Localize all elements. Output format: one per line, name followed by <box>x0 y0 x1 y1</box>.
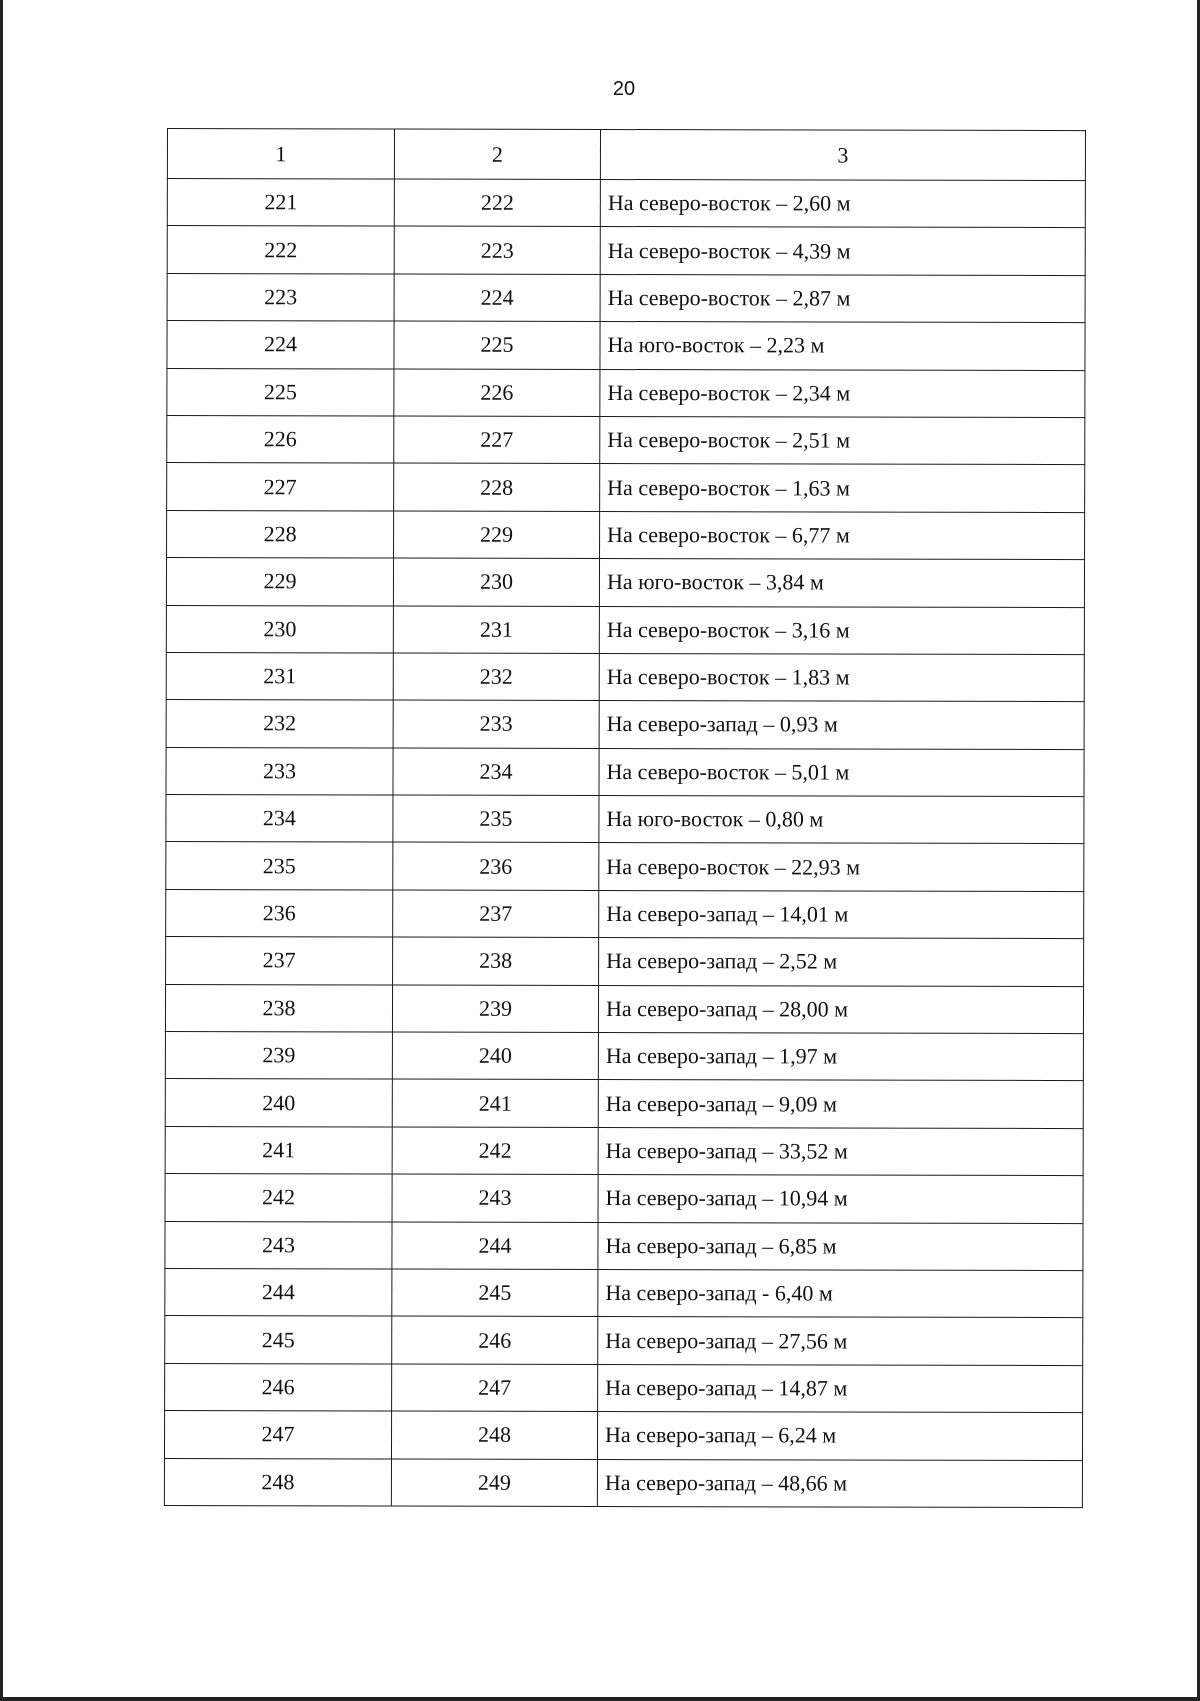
from-point-cell: 244 <box>165 1268 392 1316</box>
to-point-cell: 244 <box>392 1222 598 1270</box>
page-number: 20 <box>612 78 636 100</box>
direction-distance-cell: На северо-восток – 4,39 м <box>600 227 1085 275</box>
direction-distance-cell: На северо-восток – 3,16 м <box>599 606 1084 654</box>
to-point-cell: 225 <box>394 321 600 369</box>
table-row <box>165 1079 1083 1128</box>
from-point-cell: 236 <box>166 889 393 937</box>
scan-border-bottom <box>0 1697 1200 1701</box>
from-point-cell: 238 <box>165 984 392 1032</box>
table-row <box>165 1126 1083 1175</box>
direction-distance-cell: На юго-восток – 2,23 м <box>600 322 1085 370</box>
from-point-cell: 243 <box>165 1221 392 1269</box>
table-row <box>167 273 1085 322</box>
to-point-cell: 239 <box>392 985 598 1033</box>
to-point-cell: 222 <box>394 179 600 227</box>
table-row <box>166 937 1084 986</box>
from-point-cell: 240 <box>165 1079 392 1127</box>
direction-distance-cell: На северо-восток – 1,63 м <box>600 464 1085 512</box>
table-row <box>164 1458 1082 1507</box>
to-point-cell: 224 <box>394 274 600 322</box>
column-header-3: 3 <box>600 129 1085 180</box>
table-row <box>167 463 1085 512</box>
from-point-cell: 242 <box>165 1174 392 1222</box>
to-point-cell: 235 <box>393 795 599 843</box>
to-point-cell: 232 <box>393 653 599 701</box>
from-point-cell: 245 <box>165 1316 392 1364</box>
column-header-2: 2 <box>394 129 600 179</box>
to-point-cell: 231 <box>393 606 599 654</box>
direction-distance-cell: На северо-запад – 14,87 м <box>598 1364 1083 1412</box>
direction-distance-cell: На северо-восток – 1,83 м <box>599 653 1084 701</box>
from-point-cell: 247 <box>164 1411 391 1459</box>
to-point-cell: 246 <box>392 1316 598 1364</box>
to-point-cell: 248 <box>391 1411 597 1459</box>
direction-distance-cell: На северо-восток – 2,51 м <box>600 416 1085 464</box>
from-point-cell: 225 <box>167 368 394 416</box>
to-point-cell: 243 <box>392 1174 598 1222</box>
direction-distance-cell: На северо-запад – 2,52 м <box>599 938 1084 986</box>
to-point-cell: 228 <box>394 463 600 511</box>
table-row <box>166 795 1084 844</box>
direction-distance-cell: На северо-запад – 27,56 м <box>598 1317 1083 1365</box>
table-row <box>167 179 1085 228</box>
to-point-cell: 229 <box>394 511 600 559</box>
table-row <box>165 1363 1083 1412</box>
to-point-cell: 234 <box>393 748 599 796</box>
table-row <box>166 842 1084 891</box>
direction-distance-cell: На северо-восток – 5,01 м <box>599 748 1084 796</box>
from-point-cell: 239 <box>165 1032 392 1080</box>
from-point-cell: 223 <box>167 273 394 321</box>
table-row <box>165 1032 1083 1081</box>
direction-distance-cell: На северо-восток – 2,60 м <box>600 179 1085 227</box>
table-row <box>167 510 1085 559</box>
from-point-cell: 224 <box>167 321 394 369</box>
direction-distance-cell: На северо-запад – 0,93 м <box>599 701 1084 749</box>
from-point-cell: 230 <box>166 605 393 653</box>
boundary-table <box>164 128 1086 1508</box>
direction-distance-cell: На северо-запад – 6,24 м <box>597 1412 1082 1460</box>
to-point-cell: 238 <box>393 937 599 985</box>
direction-distance-cell: На северо-запад – 28,00 м <box>598 985 1083 1033</box>
direction-distance-cell: На северо-запад – 14,01 м <box>599 890 1084 938</box>
to-point-cell: 233 <box>393 700 599 748</box>
direction-distance-cell: На северо-запад – 6,85 м <box>598 1222 1083 1270</box>
from-point-cell: 221 <box>167 179 394 227</box>
to-point-cell: 242 <box>392 1127 598 1175</box>
direction-distance-cell: На северо-запад - 6,40 м <box>598 1269 1083 1317</box>
from-point-cell: 232 <box>166 700 393 748</box>
to-point-cell: 247 <box>392 1364 598 1412</box>
from-point-cell: 248 <box>164 1458 391 1506</box>
to-point-cell: 240 <box>392 1032 598 1080</box>
to-point-cell: 223 <box>394 226 600 274</box>
from-point-cell: 234 <box>166 795 393 843</box>
to-point-cell: 227 <box>394 416 600 464</box>
direction-distance-cell: На северо-запад – 1,97 м <box>598 1033 1083 1081</box>
from-point-cell: 229 <box>166 558 393 606</box>
from-point-cell: 235 <box>166 842 393 890</box>
from-point-cell: 237 <box>166 937 393 985</box>
table-row <box>165 1316 1083 1365</box>
table-row <box>167 321 1085 370</box>
direction-distance-cell: На северо-запад – 9,09 м <box>598 1080 1083 1128</box>
table-row <box>166 889 1084 938</box>
table-row <box>165 1221 1083 1270</box>
to-point-cell: 236 <box>393 842 599 890</box>
from-point-cell: 246 <box>165 1363 392 1411</box>
direction-distance-cell: На северо-запад – 10,94 м <box>598 1175 1083 1223</box>
table-row <box>166 652 1084 701</box>
table-row <box>164 1411 1082 1460</box>
to-point-cell: 241 <box>392 1079 598 1127</box>
scan-border-left <box>0 0 3 1701</box>
direction-distance-cell: На северо-запад – 33,52 м <box>598 1127 1083 1175</box>
from-point-cell: 241 <box>165 1126 392 1174</box>
to-point-cell: 245 <box>392 1269 598 1317</box>
to-point-cell: 226 <box>394 369 600 417</box>
from-point-cell: 226 <box>167 415 394 463</box>
table-header-row <box>167 129 1085 181</box>
direction-distance-cell: На северо-восток – 2,87 м <box>600 274 1085 322</box>
boundary-table-body <box>164 129 1085 1508</box>
direction-distance-cell: На северо-восток – 2,34 м <box>600 369 1085 417</box>
from-point-cell: 228 <box>167 510 394 558</box>
table-row <box>167 368 1085 417</box>
to-point-cell: 230 <box>393 558 599 606</box>
table-row <box>166 605 1084 654</box>
direction-distance-cell: На северо-запад – 48,66 м <box>597 1459 1082 1507</box>
direction-distance-cell: На северо-восток – 6,77 м <box>600 511 1085 559</box>
table-row <box>166 747 1084 796</box>
table-row <box>166 700 1084 749</box>
direction-distance-cell: На юго-восток – 3,84 м <box>599 559 1084 607</box>
table-row <box>167 226 1085 275</box>
table-row <box>165 984 1083 1033</box>
from-point-cell: 231 <box>166 652 393 700</box>
table-row <box>166 558 1084 607</box>
direction-distance-cell: На юго-восток – 0,80 м <box>599 796 1084 844</box>
direction-distance-cell: На северо-восток – 22,93 м <box>599 843 1084 891</box>
table-row <box>167 415 1085 464</box>
table-row <box>165 1268 1083 1317</box>
from-point-cell: 233 <box>166 747 393 795</box>
table-row <box>165 1174 1083 1223</box>
from-point-cell: 227 <box>167 463 394 511</box>
column-header-1: 1 <box>167 129 394 180</box>
from-point-cell: 222 <box>167 226 394 274</box>
to-point-cell: 237 <box>393 890 599 938</box>
to-point-cell: 249 <box>391 1459 597 1507</box>
